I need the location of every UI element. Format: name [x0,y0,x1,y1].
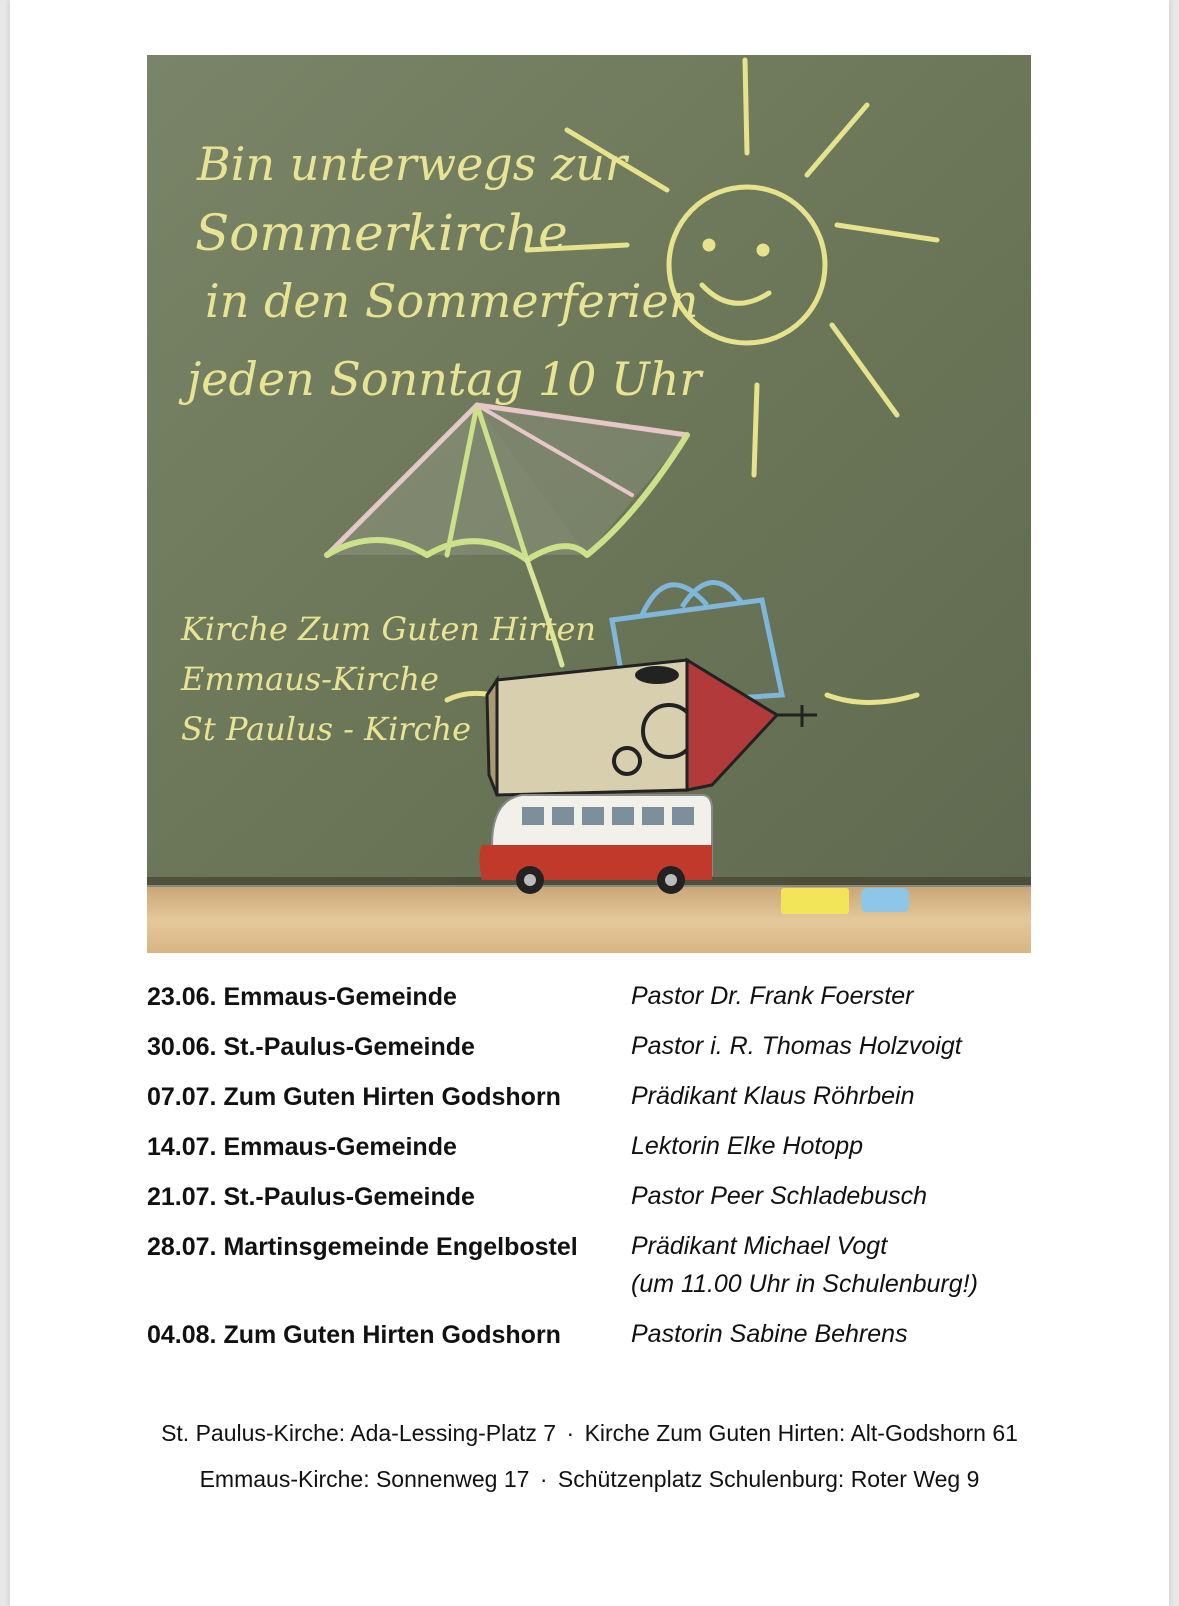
schedule-person: Prädikant Michael Vogt [631,1232,888,1260]
schedule-person: Pastor i. R. Thomas Holzvoigt [631,1032,962,1060]
church-name-3: St Paulus - Kirche [181,710,472,748]
schedule-date: 04.08. [147,1321,217,1349]
schedule-congregation: Zum Guten Hirten Godshorn [223,1083,561,1111]
schedule-person: Prädikant Klaus Röhrbein [631,1082,915,1110]
schedule-row [147,1233,1031,1321]
blue-chalk [861,888,909,912]
schedule-date: 23.06. [147,983,217,1011]
separator-dot: · [539,1466,548,1492]
schedule-row [147,1183,1031,1233]
schedule-person: Pastorin Sabine Behrens [631,1320,908,1348]
schedule-person: Lektorin Elke Hotopp [631,1132,864,1160]
headline-line-2: Sommerkirche [195,204,568,262]
address-schuetzenplatz: Schützenplatz Schulenburg: Roter Weg 9 [557,1466,980,1492]
headline-line-1: Bin unterwegs zur [197,137,627,191]
schedule-congregation: St.-Paulus-Gemeinde [223,1033,475,1061]
schedule-person: Pastor Peer Schladebusch [631,1182,928,1210]
yellow-chalk [781,888,849,914]
schedule-congregation: Emmaus-Gemeinde [223,1133,457,1161]
schedule-date: 14.07. [147,1133,217,1161]
church-name-1: Kirche Zum Guten Hirten [181,610,597,648]
address-guten-hirten: Kirche Zum Guten Hirten: Alt-Godshorn 61 [584,1420,1018,1446]
schedule-row [147,1083,1031,1133]
address-emmaus: Emmaus-Kirche: Sonnenweg 17 [199,1466,530,1492]
schedule-row [147,1033,1031,1083]
schedule-congregation: Emmaus-Gemeinde [223,983,457,1011]
schedule-note: (um 11.00 Uhr in Schulenburg!) [631,1270,978,1298]
address-st-paulus: St. Paulus-Kirche: Ada-Lessing-Platz 7 [161,1420,557,1446]
church-name-2: Emmaus-Kirche [181,660,439,698]
schedule-person: Pastor Dr. Frank Foerster [631,982,914,1010]
schedule-congregation: Zum Guten Hirten Godshorn [223,1321,561,1349]
poster-image [147,55,1031,953]
schedule-list [147,983,1031,1371]
separator-dot: · [566,1420,575,1446]
schedule-row [147,983,1031,1033]
headline-line-3: in den Sommerferien [205,274,699,328]
schedule-row [147,1321,1031,1371]
bus-toy [480,795,713,894]
page [10,0,1169,1606]
address-line-2 [10,1466,1169,1493]
schedule-congregation: Martinsgemeinde Engelbostel [223,1233,578,1261]
schedule-date: 30.06. [147,1033,217,1061]
address-line-1 [10,1420,1169,1447]
schedule-row [147,1133,1031,1183]
chalkboard-illustration [147,55,1031,953]
schedule-congregation: St.-Paulus-Gemeinde [223,1183,475,1211]
headline-line-4: jeden Sonntag 10 Uhr [187,352,702,406]
schedule-date: 07.07. [147,1083,217,1111]
schedule-date: 28.07. [147,1233,217,1261]
schedule-date: 21.07. [147,1183,217,1211]
